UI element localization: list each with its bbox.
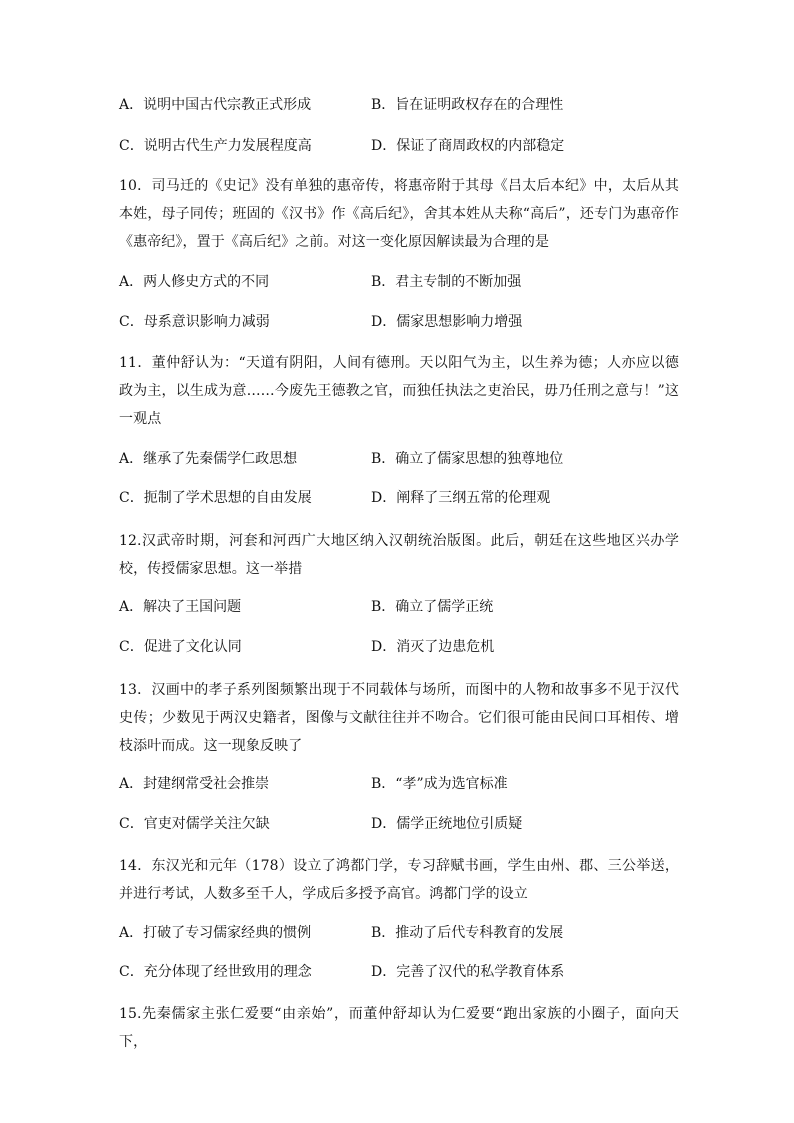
q14-option-c: C．充分体现了经世致用的理念 — [119, 964, 312, 980]
q9-option-b: B．旨在证明政权存在的合理性 — [371, 97, 564, 113]
q9-option-c: C．说明古代生产力发展程度高 — [119, 138, 312, 154]
q11-option-c: C．扼制了学术思想的自由发展 — [119, 490, 312, 506]
q13-stem: 13．汉画中的孝子系列图频繁出现于不同载体与场所，而图中的人物和故事多不见于汉代史传；少数见于两汉史籍者，图像与文献往往并不吻合。它们很可能由民间口耳相传、增枝添叶而成。这一现象反映了 — [119, 682, 679, 754]
q12-option-a: A．解决了王国问题 — [119, 599, 242, 615]
q10-option-b: B．君主专制的不断加强 — [371, 274, 522, 290]
q15-stem: 15.先秦儒家主张仁爱要“由亲始”，而董仲舒却认为仁爱要“跑出家族的小圈子，面向天下， — [119, 1006, 679, 1050]
q10-option-d: D．儒家思想影响力增强 — [371, 314, 523, 330]
q10-stem: 10．司马迁的《史记》没有单独的惠帝传，将惠帝附于其母《吕太后本纪》中，太后从其本姓，母子同传；班固的《汉书》作《高后纪》，舍其本姓从夫称“高后”，还专门为惠帝作《惠帝纪》，置于《高后纪》之前。对这一变化原因解读最为合理的是 — [119, 178, 679, 250]
q12-option-c: C．促进了文化认同 — [119, 639, 242, 655]
q14-option-d: D．完善了汉代的私学教育体系 — [371, 964, 565, 980]
q11-option-b: B．确立了儒家思想的独尊地位 — [371, 451, 564, 467]
q10-option-c: C．母系意识影响力减弱 — [119, 314, 270, 330]
q14-option-b: B．推动了后代专科教育的发展 — [371, 925, 564, 941]
q11-option-a: A．继承了先秦儒学仁政思想 — [119, 451, 298, 467]
q11-stem: 11．董仲舒认为：“天道有阴阳，人间有德刑。天以阳气为主，以生养为德；人亦应以德政为主，以生成为意……今废先王德教之官，而独任执法之吏治民，毋乃任刑之意与！”这一观点 — [119, 355, 679, 427]
q9-option-a: A．说明中国古代宗教正式形成 — [119, 97, 312, 113]
q14-stem: 14．东汉光和元年（178）设立了鸿都门学，专习辞赋书画，学生由州、郡、三公举送，并进行考试，人数多至千人，学成后多授予高官。鸿都门学的设立 — [119, 858, 679, 902]
q13-option-a: A．封建纲常受社会推崇 — [119, 776, 270, 792]
q12-option-d: D．消灭了边患危机 — [371, 639, 495, 655]
q14-option-a: A．打破了专习儒家经典的惯例 — [119, 925, 312, 941]
q13-option-d: D．儒学正统地位引质疑 — [371, 816, 523, 832]
q13-option-b: B．“孝”成为选官标准 — [371, 776, 508, 792]
q9-option-d: D．保证了商周政权的内部稳定 — [371, 138, 565, 154]
q12-option-b: B．确立了儒学正统 — [371, 599, 494, 615]
q12-stem: 12.汉武帝时期，河套和河西广大地区纳入汉朝统治版图。此后，朝廷在这些地区兴办学校，传授儒家思想。这一举措 — [119, 533, 679, 577]
q13-option-c: C．官吏对儒学关注欠缺 — [119, 816, 270, 832]
q11-option-d: D．阐释了三纲五常的伦理观 — [371, 490, 551, 506]
q10-option-a: A．两人修史方式的不同 — [119, 274, 270, 290]
